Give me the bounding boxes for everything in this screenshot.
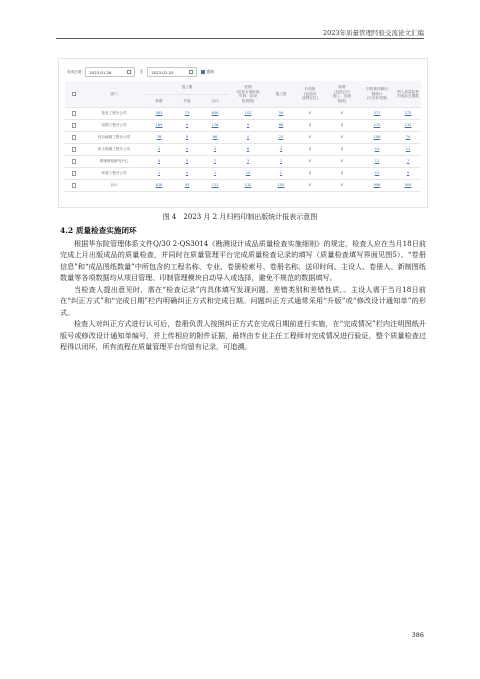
value-link[interactable]: 7 — [406, 159, 410, 164]
value-cell — [395, 156, 421, 168]
body-text — [60, 238, 426, 353]
value-link[interactable]: 132 — [404, 123, 412, 128]
value-text: 0 — [340, 135, 344, 140]
value-cell — [267, 120, 295, 132]
value-cell — [359, 156, 395, 168]
value-cell — [229, 108, 267, 120]
dept-cell: 环境工程分公司 — [83, 168, 145, 180]
value-text: 0 — [308, 111, 312, 116]
value-link[interactable]: 3 — [185, 159, 189, 164]
calendar-icon — [189, 70, 193, 74]
value-cell — [173, 168, 201, 180]
value-link[interactable]: 14 — [374, 147, 380, 152]
value-cell — [173, 144, 201, 156]
col-base-drawing: 底图 (包括方案阶段 可研、初设 阶段图) — [229, 81, 267, 108]
row-select-cell[interactable] — [65, 144, 83, 156]
row-checkbox[interactable] — [72, 135, 77, 140]
row-checkbox[interactable] — [72, 159, 77, 164]
value-link[interactable]: 1 — [157, 171, 161, 176]
row-select-cell[interactable] — [65, 108, 83, 120]
search-label: 查询 — [206, 69, 214, 74]
value-cell — [395, 168, 421, 180]
value-cell — [201, 180, 229, 192]
value-cell — [201, 144, 229, 156]
value-text: 0 — [340, 171, 344, 176]
value-link[interactable]: 3 — [157, 147, 161, 152]
value-link[interactable]: 22 — [278, 135, 284, 140]
value-link[interactable]: 106 — [373, 135, 381, 140]
value-link[interactable]: 272 — [404, 111, 412, 116]
value-text: 0 — [308, 159, 312, 164]
value-link[interactable]: 10 — [245, 171, 251, 176]
table-row — [65, 120, 421, 132]
value-link[interactable]: 132 — [244, 183, 252, 188]
value-text: 0 — [308, 135, 312, 140]
value-cell — [229, 120, 267, 132]
value-cell — [295, 132, 325, 144]
value-link[interactable]: 74 — [405, 135, 411, 140]
col-quality-total: 纳入质量检查 的成品总图数 — [395, 81, 421, 108]
value-text: 0 — [340, 159, 344, 164]
value-link[interactable]: 275 — [373, 123, 381, 128]
value-cell — [325, 156, 359, 168]
value-cell — [145, 132, 173, 144]
value-cell — [145, 168, 173, 180]
value-link[interactable]: 2 — [279, 171, 283, 176]
value-cell — [173, 156, 201, 168]
value-cell — [295, 168, 325, 180]
value-link[interactable]: 0 — [246, 135, 250, 140]
value-text: 0 — [340, 123, 344, 128]
value-cell — [201, 120, 229, 132]
value-link[interactable]: 7 — [213, 159, 217, 164]
row-select-cell[interactable] — [65, 120, 83, 132]
col-construction: 施工图 — [267, 81, 295, 108]
report-screenshot — [58, 58, 428, 208]
section-title: 4.2 质量检查实施闭环 — [60, 226, 137, 235]
value-link[interactable]: 3 — [213, 147, 217, 152]
col-construction-group: 施工图 — [145, 81, 229, 95]
value-link[interactable]: 155 — [277, 183, 285, 188]
date-from-input[interactable] — [85, 67, 135, 77]
value-cell — [201, 132, 229, 144]
value-text: 0 — [308, 147, 312, 152]
sub-new: 新增 — [145, 95, 173, 108]
value-link[interactable]: 656 — [211, 111, 219, 116]
value-cell — [359, 144, 395, 156]
paragraph: 根据华东院管理体系文件Q/30 2-QS3014《勘测设计成品质量检查实施细则》的规定，检查人应在当月18日前完成上月出版成品的质量检查，并同时在质量管理平台完成质量检查记录的填写（质量检查填写界面见图5）。“卷册信息”和“成品图纸数量”中所包含的工程名称、专业、卷册检索号、卷册名称、送印时间、主设人、卷册人、新制图纸数量等各项数据均从项目管理、印制管理模块自动导入或选择，避免不规范的数据填写。 — [60, 239, 426, 283]
value-cell — [229, 168, 267, 180]
date-label: 查询日期 — [67, 69, 82, 74]
value-text: 0 — [308, 171, 312, 176]
value-cell — [295, 156, 325, 168]
value-cell — [395, 108, 421, 120]
value-cell — [395, 144, 421, 156]
value-cell — [229, 156, 267, 168]
row-checkbox[interactable] — [72, 111, 77, 116]
value-cell — [359, 108, 395, 120]
value-link[interactable]: 9 — [406, 171, 410, 176]
value-cell — [325, 180, 359, 192]
value-cell — [201, 168, 229, 180]
col-dept: 部门 — [83, 81, 145, 108]
value-cell — [325, 108, 359, 120]
table-row — [65, 108, 421, 120]
row-select-cell[interactable] — [65, 180, 83, 192]
value-cell — [325, 168, 359, 180]
dept-cell: 岩土勘测工程分公司 — [83, 144, 145, 156]
dept-cell: 合计 — [83, 180, 145, 192]
value-cell — [267, 180, 295, 192]
page-number: 386 — [411, 631, 424, 639]
value-link[interactable]: 11 — [405, 147, 411, 152]
value-text: 0 — [340, 111, 344, 116]
value-cell — [145, 144, 173, 156]
value-link[interactable]: 1 — [279, 159, 283, 164]
value-link[interactable]: 102 — [244, 111, 252, 116]
sub-upgrade: 升版 — [173, 95, 201, 108]
value-cell — [295, 120, 325, 132]
value-cell — [201, 156, 229, 168]
date-separator: 至 — [139, 69, 144, 74]
row-checkbox[interactable] — [72, 123, 77, 128]
value-cell — [295, 108, 325, 120]
sub-total: 合计 — [201, 95, 229, 108]
dept-cell: 电网工程分公司 — [83, 120, 145, 132]
value-cell — [325, 144, 359, 156]
row-select-cell[interactable] — [65, 156, 83, 168]
table-row — [65, 156, 421, 168]
value-cell — [267, 156, 295, 168]
value-cell — [145, 120, 173, 132]
select-all-checkbox[interactable] — [72, 92, 77, 97]
value-cell — [325, 132, 359, 144]
row-checkbox[interactable] — [72, 183, 77, 188]
date-to-input[interactable] — [147, 67, 197, 77]
date-from-value: 2023-01-26 — [89, 69, 112, 75]
value-cell — [229, 132, 267, 144]
value-link[interactable]: 169 — [155, 123, 163, 128]
value-link[interactable]: 711 — [211, 183, 219, 188]
value-link[interactable]: 4 — [157, 159, 161, 164]
value-link[interactable]: 0 — [185, 171, 189, 176]
value-cell — [173, 108, 201, 120]
date-to-value: 2023-02-25 — [151, 69, 174, 75]
value-cell — [201, 108, 229, 120]
value-cell — [173, 132, 201, 144]
search-icon — [201, 70, 205, 74]
value-cell — [229, 144, 267, 156]
running-header: 2023年质量管理经验交流论文汇编 — [322, 29, 424, 37]
filter-bar — [67, 65, 214, 79]
value-cell — [267, 108, 295, 120]
select-all-cell[interactable] — [65, 81, 83, 108]
table-header-row — [65, 81, 421, 95]
value-cell — [267, 168, 295, 180]
table-row — [65, 144, 421, 156]
paragraph: 检查人对纠正方式进行认可后，卷册负责人按照纠正方式在完成日期前进行实施，在“完成情况”栏内注明图纸升版号或修改设计通知单编号，并上传相应的附件证据，最终由专业主任工程师对完成情况进行验证，整个质量检查过程得以闭环，所有流程在质量管理平台均留有记录，可追溯。 — [60, 319, 426, 352]
value-link[interactable]: 93 — [184, 183, 190, 188]
stats-table — [65, 81, 421, 192]
value-link[interactable]: 8 — [185, 135, 189, 140]
search-button[interactable] — [201, 69, 214, 75]
paragraph: 当检查人提出意见时，需在“检查记录”内具体填写发现问题、差错类别和差错性质，。主设人需于当月18日前在“纠正方式”和“完成日期”栏内明确纠正方式和完成日期。问题纠正方式通常采用“升版”或“修改设计通知单”的形式。 — [60, 284, 426, 317]
dept-cell: 系统规划研究中心 — [83, 156, 145, 168]
value-link[interactable]: 577 — [373, 111, 381, 116]
value-cell — [359, 120, 395, 132]
value-cell — [173, 180, 201, 192]
value-cell — [359, 132, 395, 144]
value-link[interactable]: 86 — [212, 135, 218, 140]
value-link[interactable]: 818 — [155, 183, 163, 188]
value-link[interactable]: 78 — [156, 135, 162, 140]
value-link[interactable]: 13 — [374, 171, 380, 176]
value-link[interactable]: 9 — [246, 123, 250, 128]
value-link[interactable]: 3 — [246, 159, 250, 164]
figure-caption: 图 4 2023 月 2 月归档印制出版统计报表示意图 — [162, 213, 318, 221]
calendar-icon — [127, 70, 131, 74]
value-link[interactable]: 998 — [373, 183, 381, 188]
col-new: 新增 (包括已归 施工、出版 阶段) — [325, 81, 359, 108]
value-text: 0 — [308, 183, 312, 188]
dept-cell: 综合能源工程分公司 — [83, 132, 145, 144]
value-cell — [173, 120, 201, 132]
value-cell — [395, 132, 421, 144]
value-link[interactable]: 59 — [278, 111, 284, 116]
row-checkbox[interactable] — [72, 147, 77, 152]
col-printed: 归档被印制出 版统计 (不含补充图) — [359, 81, 395, 108]
dept-cell: 发电工程分公司 — [83, 108, 145, 120]
row-select-cell[interactable] — [65, 132, 83, 144]
table-row — [65, 180, 421, 192]
value-cell — [359, 180, 395, 192]
value-cell — [267, 132, 295, 144]
value-cell — [295, 144, 325, 156]
value-cell — [145, 180, 173, 192]
value-link[interactable]: 1 — [213, 171, 217, 176]
row-checkbox[interactable] — [72, 171, 77, 176]
value-cell — [145, 108, 173, 120]
row-select-cell[interactable] — [65, 168, 83, 180]
value-link[interactable]: 505 — [404, 183, 412, 188]
value-link[interactable]: 8 — [246, 147, 250, 152]
header-rule — [56, 38, 424, 39]
value-link[interactable]: 178 — [211, 123, 219, 128]
value-link[interactable]: 88 — [278, 123, 284, 128]
value-link[interactable]: 73 — [184, 111, 190, 116]
value-cell — [395, 180, 421, 192]
value-text: 0 — [308, 123, 312, 128]
table-body — [65, 108, 421, 192]
value-link[interactable]: 9 — [185, 123, 189, 128]
value-link[interactable]: 0 — [185, 147, 189, 152]
col-archive: 归档纸 (包括四 段利定位) — [295, 81, 325, 108]
table-row — [65, 132, 421, 144]
value-text: 0 — [340, 183, 344, 188]
value-link[interactable]: 11 — [374, 159, 380, 164]
value-cell — [395, 120, 421, 132]
value-link[interactable]: 583 — [155, 111, 163, 116]
value-cell — [359, 168, 395, 180]
value-cell — [295, 180, 325, 192]
value-link[interactable]: 3 — [279, 147, 283, 152]
value-text: 0 — [340, 147, 344, 152]
value-cell — [145, 156, 173, 168]
table-row — [65, 168, 421, 180]
value-cell — [325, 120, 359, 132]
value-cell — [267, 144, 295, 156]
value-cell — [229, 180, 267, 192]
